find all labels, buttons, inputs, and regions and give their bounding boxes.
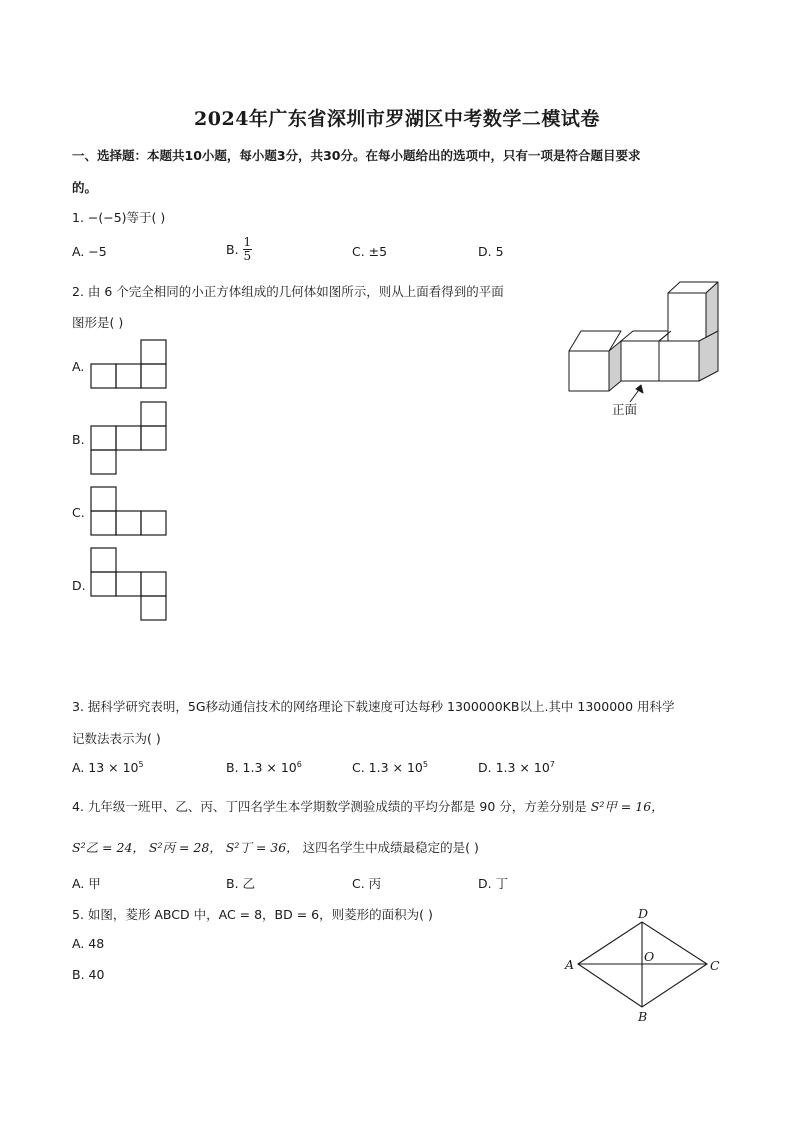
q3-option-d-text: D. 1.3 × 10	[478, 760, 550, 776]
q3-option-c-text: C. 1.3 × 10	[352, 760, 423, 776]
q4-variance-bing: S²丙 = 28，	[148, 840, 222, 855]
q3-stem-line1: 3. 据科学研究表明，5G移动通信技术的网络理论下载速度可达每秒 1300000KB以上.其中 1300000 用科学	[72, 699, 675, 714]
section-header-line2: 的。	[72, 180, 98, 195]
q1-b-numerator: 1	[243, 235, 252, 249]
q4-option-d: D. 丁	[478, 876, 509, 891]
q1-option-a: A. −5	[72, 244, 107, 259]
q5-option-b: B. 40	[72, 967, 105, 982]
q1-stem: 1. −(−5)等于( )	[72, 210, 166, 225]
q3-stem-line2: 记数法表示为( )	[72, 731, 161, 746]
q3-option-a-text: A. 13 × 10	[72, 760, 139, 776]
q2-option-c: C.	[72, 505, 85, 520]
q4-option-a: A. 甲	[72, 876, 101, 891]
q2-figure-label: 正面	[612, 402, 638, 417]
q4-option-c: C. 丙	[352, 876, 382, 891]
q5-label-d: D	[638, 906, 649, 921]
q5-label-c: C	[710, 958, 720, 973]
q4-variance-jia: S²甲 = 16，	[590, 799, 664, 814]
q4-stem-tail: 这四名学生中成绩最稳定的是( )	[302, 840, 479, 855]
q4-variance-ding: S²丁 = 36，	[225, 840, 299, 855]
q4-variance-yi: S²乙 = 24，	[72, 840, 145, 855]
q2-option-b: B.	[72, 432, 85, 447]
q3-option-b-exp: 6	[296, 760, 302, 769]
q3-option-c-exp: 5	[422, 760, 428, 769]
q5-label-a: A	[565, 957, 575, 972]
q2-option-a: A.	[72, 359, 85, 374]
q4-option-b: B. 乙	[226, 876, 256, 891]
q5-option-a: A. 48	[72, 936, 105, 951]
q2-option-d: D.	[72, 578, 86, 593]
q3-option-b-text: B. 1.3 × 10	[226, 760, 297, 776]
q3-option-d-exp: 7	[549, 760, 555, 769]
section-header-line1: 一、选择题：本题共10小题，每小题3分，共30分。在每小题给出的选项中，只有一项是符合题目要求	[72, 148, 641, 163]
q4-stem-text: 4. 九年级一班甲、乙、丙、丁四名学生本学期数学测验成绩的平均分都是 90 分，方差分别是	[72, 799, 587, 814]
q5-label-b: B	[638, 1009, 648, 1024]
q2-stem-line2: 图形是( )	[72, 315, 124, 330]
q1-option-b-label: B.	[226, 242, 239, 257]
page-title: 2024年广东省深圳市罗湖区中考数学二模试卷	[194, 108, 600, 130]
q2-stem-line1: 2. 由 6 个完全相同的小正方体组成的几何体如图所示，则从上面看得到的平面	[72, 284, 504, 299]
q5-stem: 5. 如图，菱形 ABCD 中，AC = 8，BD = 6，则菱形的面积为( )	[72, 907, 433, 922]
q1-option-d: D. 5	[478, 244, 504, 259]
q1-b-denominator: 5	[243, 249, 252, 263]
q5-label-o: O	[644, 949, 655, 964]
q3-option-a-exp: 5	[138, 760, 144, 769]
q1-option-c: C. ±5	[352, 244, 388, 259]
